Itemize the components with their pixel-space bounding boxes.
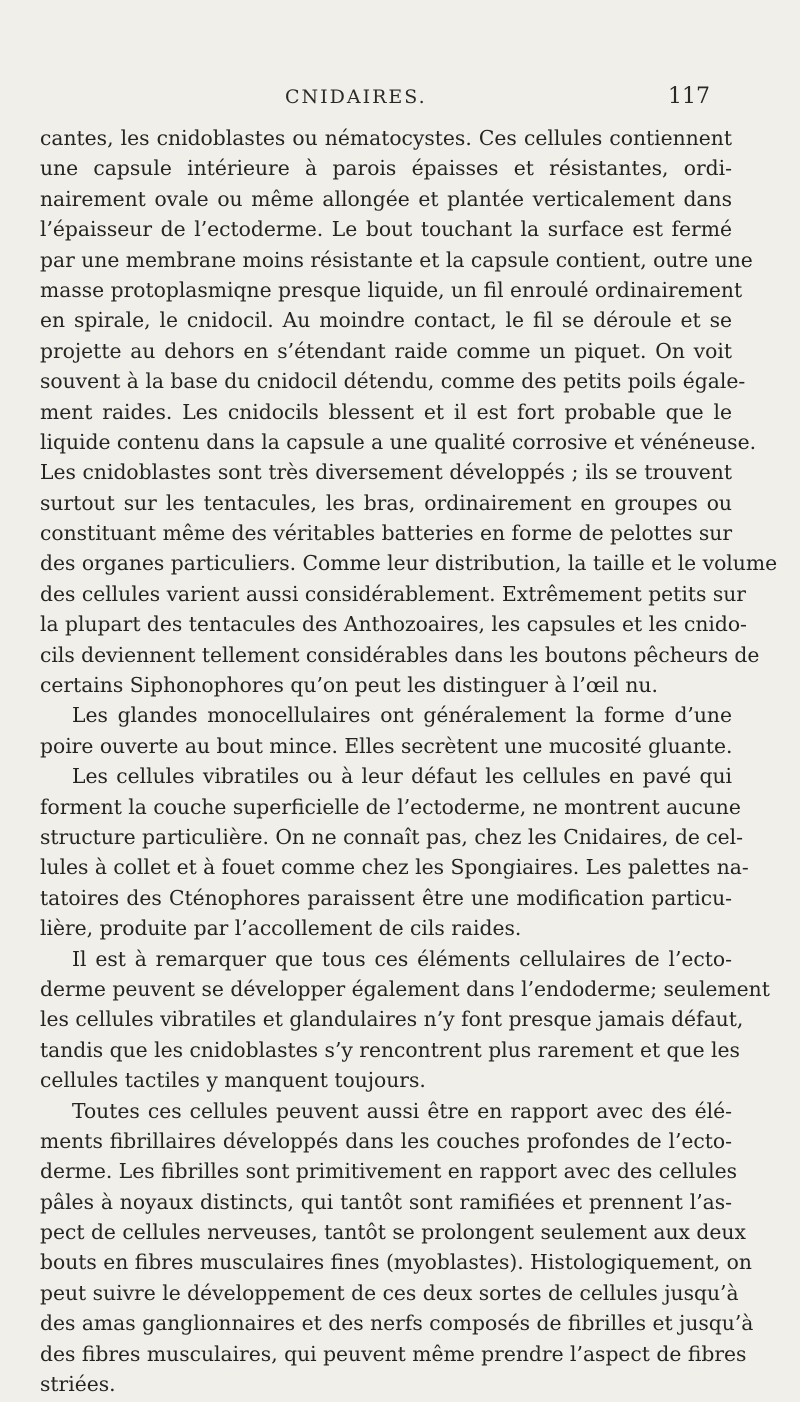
text-line: masse protoplasmiqne presque liquide, un fil enroulé ordinairement	[40, 277, 743, 302]
text-line: bouts en fibres musculaires fines (myoblastes). Histologiquement, on	[40, 1250, 752, 1275]
text-line: Toutes ces cellules peuvent aussi être en rapport avec des élé-	[72, 1098, 732, 1123]
text-line: ments fibrillaires développés dans les couches profondes de l’ecto-	[40, 1128, 732, 1153]
text-line: souvent à la base du cnidocil détendu, comme des petits poils égale-	[40, 369, 746, 394]
text-line: liquide contenu dans la capsule a une qualité corrosive et vénéneuse.	[40, 429, 757, 454]
text-line: des fibres musculaires, qui peuvent même prendre l’aspect de fibres	[40, 1341, 747, 1366]
text-line: projette au dehors en s’étendant raide comme un piquet. On voit	[40, 338, 732, 363]
text-line: structure particulière. On ne connaît pas, chez les Cnidaires, de cel-	[40, 824, 743, 849]
page-header	[0, 82, 800, 112]
text-line: ment raides. Les cnidocils blessent et il est fort probable que le	[40, 399, 732, 424]
text-line: derme peuvent se développer également dans l’endoderme; seulement	[40, 976, 770, 1001]
text-line: constituant même des véritables batteries en forme de pelottes sur	[40, 521, 733, 546]
text-line: forment la couche superficielle de l’ectoderme, ne montrent aucune	[40, 794, 741, 819]
text-line: les cellules vibratiles et glandulaires n’y font presque jamais défaut,	[40, 1007, 744, 1032]
text-line: des cellules varient aussi considérablement. Extrêmement petits sur	[40, 581, 746, 606]
text-line: Les glandes monocellulaires ont généralement la forme d’une	[72, 703, 732, 728]
text-line: par une membrane moins résistante et la capsule contient, outre une	[40, 247, 753, 272]
text-line: Les cnidoblastes sont très diversement développés ; ils se trouvent	[40, 460, 732, 485]
page-number: 117	[668, 84, 710, 109]
text-line: peut suivre le développement de ces deux sortes de cellules jusqu’à	[40, 1280, 739, 1305]
text-line: derme. Les fibrilles sont primitivement en rapport avec des cellules	[40, 1159, 738, 1184]
text-line: la plupart des tentacules des Anthozoaires, les capsules et les cnido-	[40, 612, 747, 637]
text-line: cils deviennent tellement considérables dans les boutons pêcheurs de	[40, 642, 760, 667]
text-line: striées.	[40, 1372, 116, 1397]
text-line: lière, produite par l’accollement de cils raides.	[40, 916, 522, 941]
text-line: tandis que les cnidoblastes s’y rencontrent plus rarement et que les	[40, 1037, 740, 1062]
text-line: Les cellules vibratiles ou à leur défaut les cellules en pavé qui	[72, 764, 732, 789]
text-line: pect de cellules nerveuses, tantôt se prolongent seulement aux deux	[40, 1220, 746, 1245]
text-line: des organes particuliers. Comme leur distribution, la taille et le volume	[40, 551, 778, 576]
text-line: cantes, les cnidoblastes ou nématocystes. Ces cellules contiennent	[40, 126, 732, 150]
text-line: Il est à remarquer que tous ces éléments cellulaires de l’ecto-	[72, 946, 732, 971]
text-line: une capsule intérieure à parois épaisses et résistantes, ordi-	[40, 156, 732, 181]
text-line: tatoires des Cténophores paraissent être une modification particu-	[40, 885, 732, 910]
text-line: l’épaisseur de l’ectoderme. Le bout touchant la surface est fermé	[40, 217, 732, 242]
text-line: certains Siphonophores qu’on peut les distinguer à l’œil nu.	[40, 673, 658, 698]
text-line: des amas ganglionnaires et des nerfs composés de fibrilles et jusqu’à	[40, 1311, 754, 1336]
text-line: surtout sur les tentacules, les bras, ordinairement en groupes ou	[40, 490, 732, 515]
text-line: cellules tactiles y manquent toujours.	[40, 1068, 426, 1093]
text-line: lules à collet et à fouet comme chez les Spongiaires. Les palettes na-	[40, 855, 749, 880]
body-text	[40, 123, 778, 1399]
text-line: pâles à noyaux distincts, qui tantôt sont ramifiées et prennent l’as-	[40, 1189, 732, 1214]
text-line: poire ouverte au bout mince. Elles secrètent une mucosité gluante.	[40, 733, 733, 758]
running-title: CNIDAIRES.	[285, 86, 427, 108]
text-line: en spirale, le cnidocil. Au moindre contact, le fil se déroule et se	[40, 308, 732, 333]
text-line: nairement ovale ou même allongée et plantée verticalement dans	[40, 186, 732, 211]
